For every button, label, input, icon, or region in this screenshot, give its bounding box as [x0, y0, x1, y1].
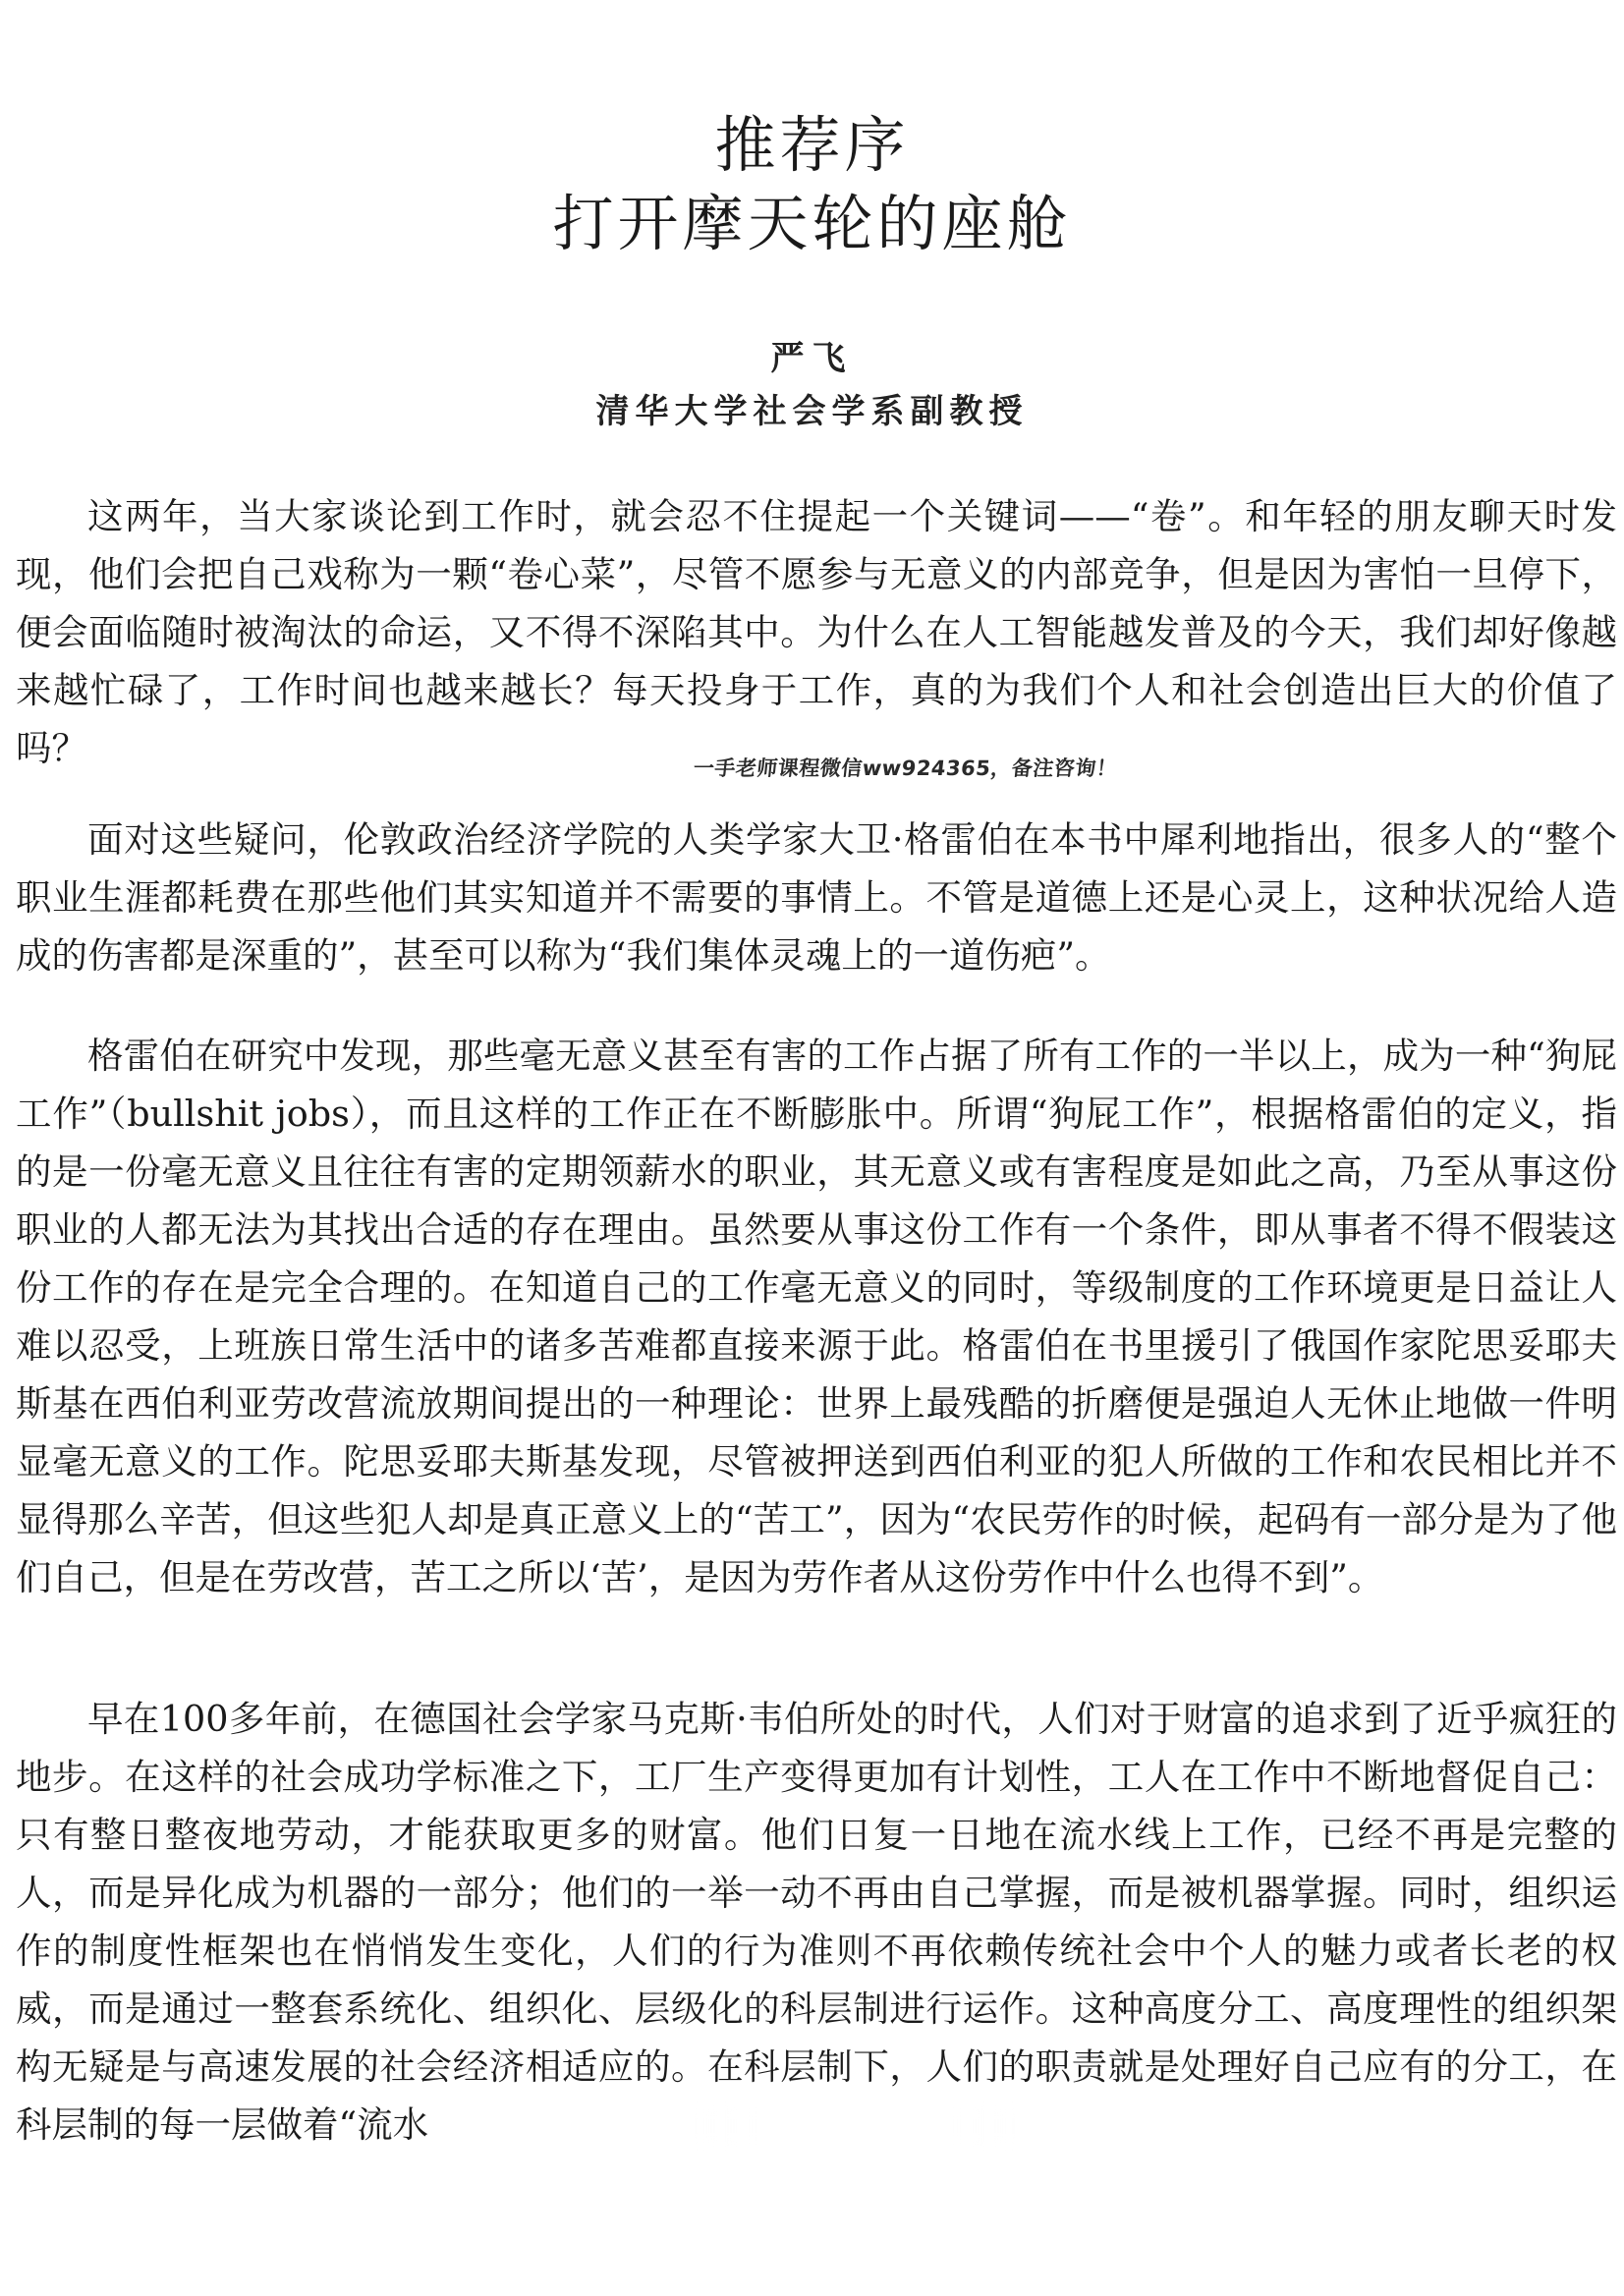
- author-name: 严飞: [770, 339, 854, 378]
- paragraph-text: 格雷伯在研究中发现，那些毫无意义甚至有害的工作占据了所有工作的一半以上，成为一种“狗屁工作”（bullshit jobs），而且这样的工作正在不断膨胀中。所谓“狗屁工作”，根据格雷伯的定义，指的是一份毫无意义且往往有害的定期领薪水的职业，其无意义或有害程度是如此之高，乃至从事这份职业的人都无法为其找出合适的存在理由。虽然要从事这份工作有一个条件，即从事者不得不假装这份工作的存在是完全合理的。在知道自己的工作毫无意义的同时，等级制度的工作环境更是日益让人难以忍受，上班族日常生活中的诸多苦难都直接来源于此。格雷伯在书里援引了俄国作家陀思妥耶夫斯基在西伯利亚劳改营流放期间提出的一种理论：世界上最残酷的折磨便是强迫人无休止地做一件明显毫无意义的工作。陀思妥耶夫斯基发现，尽管被押送到西伯利亚的犯人所做的工作和农民相比并不显得那么辛苦，但这些犯人却是真正意义上的“苦工”，因为“农民劳作的时候，起码有一部分是为了他们自己，但是在劳改营，苦工之所以‘苦’，是因为劳作者从这份劳作中什么也得不到”。: [16, 1035, 1617, 1598]
- title-heading: 推荐序: [714, 109, 910, 181]
- paragraph-4: [16, 1690, 1617, 2154]
- author-block: [0, 334, 1624, 440]
- paragraph-3: [16, 1027, 1617, 1606]
- paragraph-text: 这两年，当大家谈论到工作时，就会忍不住提起一个关键词——“卷”。和年轻的朋友聊天时发现，他们会把自己戏称为一颗“卷心菜”，尽管不愿参与无意义的内部竞争，但是因为害怕一旦停下，便会面临随时被淘汰的命运，又不得不深陷其中。为什么在人工智能越发普及的今天，我们却好像越来越忙碌了，工作时间也越来越长？每天投身于工作，真的为我们个人和社会创造出巨大的价值了吗？: [16, 495, 1617, 769]
- blurred-region: [693, 2104, 1017, 2148]
- paragraph-text: 早在100多年前，在德国社会学家马克斯·韦伯所处的时代，人们对于财富的追求到了近乎疯狂的地步。在这样的社会成功学标准之下，工厂生产变得更加有计划性，工人在工作中不断地督促自己：只有整日整夜地劳动，才能获取更多的财富。他们日复一日地在流水线上工作，已经不再是完整的人，而是异化成为机器的一部分；他们的一举一动不再由自己掌握，而是被机器掌握。同时，组织运作的制度性框架也在悄悄发生变化，人们的行为准则不再依赖传统社会中个人的魅力或者长老的权威，而是通过一整套系统化、组织化、层级化的科层制进行运作。这种高度分工、高度理性的组织架构无疑是与高速发展的社会经济相适应的。在科层制下，人们的职责就是处理好自己应有的分工，在科层制的每一层做着“流水: [16, 1698, 1617, 2146]
- title-subheading: 打开摩天轮的座舱: [552, 188, 1072, 259]
- paragraph-1: [16, 487, 1617, 777]
- paragraph-text: 面对这些疑问，伦敦政治经济学院的人类学家大卫·格雷伯在本书中犀利地指出，很多人的“整个职业生涯都耗费在那些他们其实知道并不需要的事情上。不管是道德上还是心灵上，这种状况给人造成的伤害都是深重的”，甚至可以称为“我们集体灵魂上的一道伤疤”。: [16, 818, 1617, 977]
- author-affiliation: 清华大学社会学系副教授: [595, 392, 1029, 431]
- watermark-text: 一手老师课程微信ww924365，备注咨询！: [692, 756, 1119, 780]
- paragraph-2: [16, 811, 1617, 984]
- title-block: [0, 106, 1624, 263]
